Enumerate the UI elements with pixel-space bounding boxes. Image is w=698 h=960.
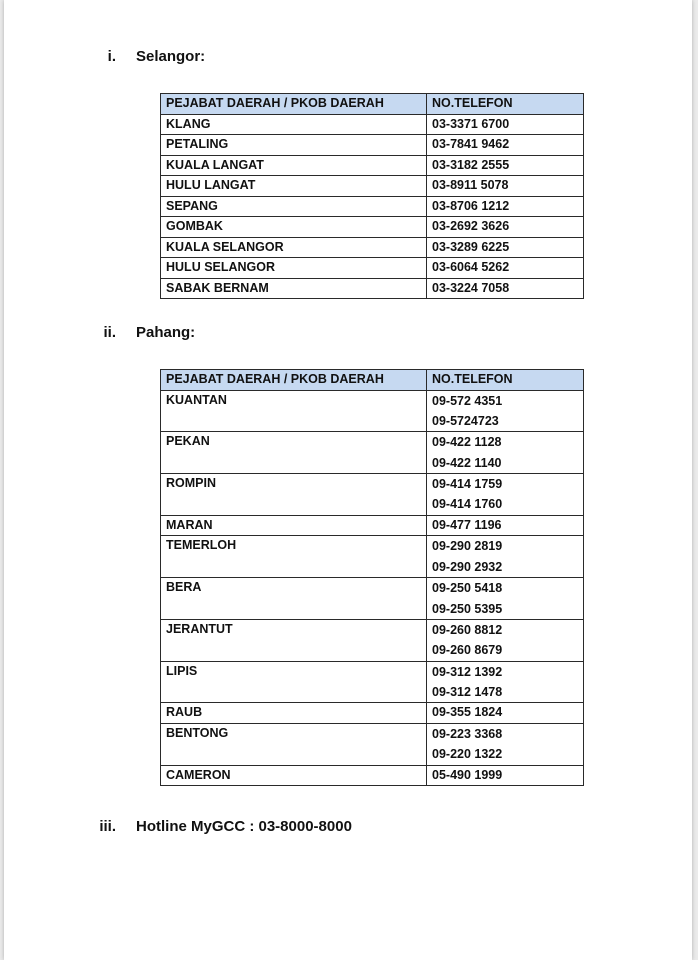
section-heading-selangor	[76, 48, 205, 65]
office-name-cell: KUANTAN	[161, 390, 427, 432]
office-name-cell: GOMBAK	[161, 217, 427, 238]
office-name-cell: HULU LANGAT	[161, 176, 427, 197]
document-page	[4, 0, 692, 960]
phone-number: 09-422 1140	[432, 455, 502, 470]
table-row	[161, 390, 584, 432]
table-row	[161, 155, 584, 176]
section-number: ii.	[103, 324, 116, 341]
phone-number: 09-290 2819	[432, 539, 503, 554]
phone-cell: 03-3224 7058	[427, 278, 584, 299]
phone-number: 09-260 8812	[432, 622, 503, 637]
hotline-line	[76, 818, 352, 835]
section-title: Selangor:	[136, 48, 206, 65]
table-header-row	[161, 94, 584, 115]
office-name-cell: RAUB	[161, 703, 427, 724]
phone-cell	[427, 723, 584, 765]
phone-cell	[427, 536, 584, 578]
phone-number: 09-290 2932	[432, 559, 503, 574]
office-name-cell: TEMERLOH	[161, 536, 427, 578]
table-row	[161, 176, 584, 197]
phone-number: 09-250 5418	[432, 581, 503, 596]
office-name-cell: ROMPIN	[161, 474, 427, 516]
table-row	[161, 114, 584, 135]
table-row	[161, 196, 584, 217]
table-row	[161, 135, 584, 156]
phone-number: 09-414 1760	[432, 497, 503, 512]
phone-cell	[427, 432, 584, 474]
office-name-cell: JERANTUT	[161, 619, 427, 661]
table-row	[161, 217, 584, 238]
table-row	[161, 258, 584, 279]
phone-number: 09-414 1759	[432, 477, 503, 492]
office-name-cell: HULU SELANGOR	[161, 258, 427, 279]
table-row	[161, 723, 584, 765]
phone-number: 09-5724723	[432, 413, 499, 428]
phone-cell: 03-3371 6700	[427, 114, 584, 135]
phone-cell	[427, 619, 584, 661]
table-row	[161, 432, 584, 474]
phone-cell	[427, 661, 584, 703]
section-number: i.	[107, 48, 116, 65]
phone-cell: 03-8706 1212	[427, 196, 584, 217]
phone-number: 09-312 1392	[432, 664, 503, 679]
office-name-cell: KUALA SELANGOR	[161, 237, 427, 258]
table-row	[161, 474, 584, 516]
table-row	[161, 278, 584, 299]
phone-cell: 03-2692 3626	[427, 217, 584, 238]
table-row	[161, 237, 584, 258]
office-name-cell: PEKAN	[161, 432, 427, 474]
phone-number: 09-572 4351	[432, 393, 503, 408]
phone-number: 09-312 1478	[432, 685, 503, 700]
section-heading-pahang	[76, 324, 195, 341]
office-name-cell: BENTONG	[161, 723, 427, 765]
office-name-cell: SABAK BERNAM	[161, 278, 427, 299]
office-name-cell: KLANG	[161, 114, 427, 135]
office-name-cell: KUALA LANGAT	[161, 155, 427, 176]
column-header-phone: NO.TELEFON	[427, 94, 584, 115]
phone-cell: 09-477 1196	[427, 515, 584, 536]
phone-cell: 03-6064 5262	[427, 258, 584, 279]
phone-number: 09-422 1128	[432, 435, 502, 450]
office-name-cell: BERA	[161, 578, 427, 620]
phone-cell: 09-355 1824	[427, 703, 584, 724]
table-row	[161, 536, 584, 578]
pahang-office-table	[160, 369, 584, 786]
selangor-office-table	[160, 93, 584, 299]
office-name-cell: PETALING	[161, 135, 427, 156]
phone-number: 09-220 1322	[432, 747, 503, 762]
office-name-cell: CAMERON	[161, 765, 427, 786]
section-title: Pahang:	[136, 324, 196, 341]
phone-cell: 05-490 1999	[427, 765, 584, 786]
office-name-cell: MARAN	[161, 515, 427, 536]
phone-number: 09-223 3368	[432, 726, 503, 741]
phone-number: 09-250 5395	[432, 601, 503, 616]
table-row	[161, 619, 584, 661]
phone-cell: 03-8911 5078	[427, 176, 584, 197]
column-header-office: PEJABAT DAERAH / PKOB DAERAH	[161, 370, 427, 391]
hotline-text: Hotline MyGCC : 03-8000-8000	[136, 818, 352, 835]
office-name-cell: SEPANG	[161, 196, 427, 217]
column-header-office: PEJABAT DAERAH / PKOB DAERAH	[161, 94, 427, 115]
table-row	[161, 703, 584, 724]
table-row	[161, 515, 584, 536]
table-row	[161, 765, 584, 786]
phone-cell	[427, 474, 584, 516]
section-number: iii.	[99, 818, 116, 835]
phone-cell	[427, 578, 584, 620]
phone-cell: 03-3289 6225	[427, 237, 584, 258]
column-header-phone: NO.TELEFON	[427, 370, 584, 391]
office-name-cell: LIPIS	[161, 661, 427, 703]
table-row	[161, 578, 584, 620]
phone-number: 09-260 8679	[432, 643, 503, 658]
table-row	[161, 661, 584, 703]
phone-cell: 03-3182 2555	[427, 155, 584, 176]
table-header-row	[161, 370, 584, 391]
phone-cell: 03-7841 9462	[427, 135, 584, 156]
phone-cell	[427, 390, 584, 432]
